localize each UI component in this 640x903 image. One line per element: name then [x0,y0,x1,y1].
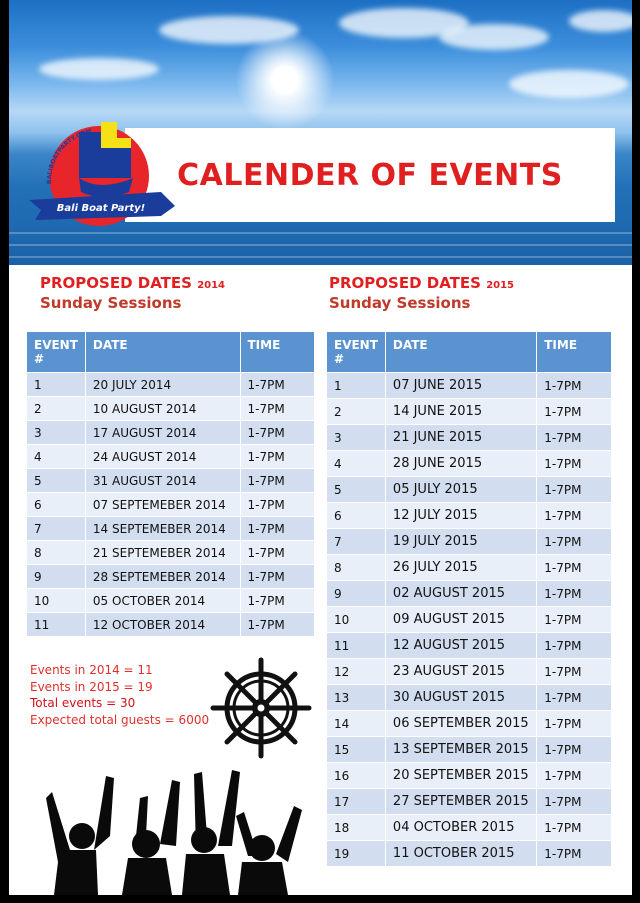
event-time: 1-7PM [240,589,315,613]
heading-2014 [40,274,225,312]
wave-line [9,256,632,258]
heading-2015 [329,274,514,312]
subheading-2015: Sunday Sessions [329,294,471,312]
heading-2015-year: 2015 [486,280,515,291]
event-date: 26 JULY 2015 [385,555,536,581]
logo-ribbon-text: Bali Boat Party! [56,203,146,214]
event-date: 05 OCTOBER 2014 [85,589,240,613]
event-time: 1-7PM [240,397,315,421]
table-row [327,425,612,451]
event-number: 6 [27,493,86,517]
event-date: 27 SEPTEMBER 2015 [385,789,536,815]
table-row [27,493,315,517]
event-date: 21 SEPTEMEBER 2014 [85,541,240,565]
subheading-2014: Sunday Sessions [40,294,182,312]
event-date: 05 JULY 2015 [385,477,536,503]
event-number: 7 [327,529,386,555]
event-date: 12 JULY 2015 [385,503,536,529]
poster [9,0,632,895]
event-date: 23 AUGUST 2015 [385,659,536,685]
event-number: 10 [327,607,386,633]
event-number: 10 [27,589,86,613]
table-row [27,541,315,565]
table-row [327,841,612,867]
event-number: 3 [27,421,86,445]
table-row [327,763,612,789]
table-row [327,555,612,581]
event-time: 1-7PM [240,613,315,637]
event-time: 1-7PM [537,607,612,633]
table-row [27,589,315,613]
event-number: 13 [327,685,386,711]
event-time: 1-7PM [240,373,315,397]
table-row [327,659,612,685]
stat-line: Events in 2014 = 11 [30,663,153,677]
event-date: 20 SEPTEMBER 2015 [385,763,536,789]
event-time: 1-7PM [537,373,612,399]
page-title: CALENDER OF EVENTS [177,158,563,193]
table-row [27,373,315,397]
table-row [327,737,612,763]
table-row [327,685,612,711]
event-date: 02 AUGUST 2015 [385,581,536,607]
event-number: 4 [27,445,86,469]
event-number: 7 [27,517,86,541]
event-date: 21 JUNE 2015 [385,425,536,451]
table-row [327,503,612,529]
event-number: 8 [27,541,86,565]
event-time: 1-7PM [537,503,612,529]
event-date: 07 JUNE 2015 [385,373,536,399]
event-time: 1-7PM [537,841,612,867]
event-time: 1-7PM [240,517,315,541]
event-date: 14 SEPTEMEBER 2014 [85,517,240,541]
event-time: 1-7PM [537,477,612,503]
logo-arc-text: BALIBOATPARTY.COM [45,127,93,185]
table-row [27,421,315,445]
event-number: 9 [327,581,386,607]
col-date: DATE [85,332,240,373]
title-panel [125,128,615,222]
event-number: 18 [327,815,386,841]
ship-wheel-icon [209,656,313,760]
event-date: 17 AUGUST 2014 [85,421,240,445]
event-time: 1-7PM [537,659,612,685]
event-time: 1-7PM [537,399,612,425]
table-row [327,451,612,477]
event-number: 1 [327,373,386,399]
event-number: 14 [327,711,386,737]
event-time: 1-7PM [537,451,612,477]
event-time: 1-7PM [240,565,315,589]
table-row [27,517,315,541]
table-row [327,399,612,425]
heading-2014-label: PROPOSED DATES [40,274,192,292]
event-date: 30 AUGUST 2015 [385,685,536,711]
cloud [509,70,629,98]
stat-line: Expected total guests = 6000 [30,712,210,727]
event-number: 2 [327,399,386,425]
table-row [27,565,315,589]
table-row [327,373,612,399]
stat-line: Events in 2015 = 19 [30,679,153,694]
event-date: 10 AUGUST 2014 [85,397,240,421]
event-date: 13 SEPTEMBER 2015 [385,737,536,763]
cloud [439,24,549,50]
bali-boat-party-logo [21,112,181,228]
table-row [327,633,612,659]
event-date: 19 JULY 2015 [385,529,536,555]
table-row [27,397,315,421]
event-time: 1-7PM [537,815,612,841]
event-date: 06 SEPTEMBER 2015 [385,711,536,737]
event-date: 07 SEPTEMEBER 2014 [85,493,240,517]
table-row [327,529,612,555]
event-time: 1-7PM [537,763,612,789]
event-time: 1-7PM [537,737,612,763]
event-time: 1-7PM [537,529,612,555]
col-time: TIME [537,332,612,373]
event-number: 17 [327,789,386,815]
table-row [327,581,612,607]
cloud [569,10,632,32]
event-number: 1 [27,373,86,397]
event-time: 1-7PM [537,711,612,737]
col-date: DATE [385,332,536,373]
events-table-2015 [326,331,612,867]
event-number: 9 [27,565,86,589]
event-time: 1-7PM [240,421,315,445]
event-number: 4 [327,451,386,477]
table-row [327,789,612,815]
event-number: 11 [27,613,86,637]
heading-2014-year: 2014 [197,280,226,291]
table-row [27,445,315,469]
stat-line: Total events = 30 [30,696,136,710]
event-date: 09 AUGUST 2015 [385,607,536,633]
event-date: 11 OCTOBER 2015 [385,841,536,867]
event-date: 12 AUGUST 2015 [385,633,536,659]
event-time: 1-7PM [240,541,315,565]
event-number: 11 [327,633,386,659]
event-date: 31 AUGUST 2014 [85,469,240,493]
event-stats [30,662,209,728]
event-number: 3 [327,425,386,451]
col-time: TIME [240,332,315,373]
col-event: EVENT # [27,332,86,373]
event-time: 1-7PM [537,425,612,451]
event-time: 1-7PM [240,493,315,517]
event-date: 14 JUNE 2015 [385,399,536,425]
event-time: 1-7PM [537,633,612,659]
event-number: 6 [327,503,386,529]
event-time: 1-7PM [537,789,612,815]
table-row [327,477,612,503]
event-time: 1-7PM [537,685,612,711]
event-time: 1-7PM [240,469,315,493]
sun [235,30,335,130]
event-number: 8 [327,555,386,581]
event-number: 5 [327,477,386,503]
wave-line [9,244,632,246]
event-number: 5 [27,469,86,493]
event-date: 12 OCTOBER 2014 [85,613,240,637]
event-time: 1-7PM [240,445,315,469]
wave-line [9,232,632,234]
event-date: 24 AUGUST 2014 [85,445,240,469]
crowd-silhouette [36,766,306,895]
event-number: 16 [327,763,386,789]
event-number: 15 [327,737,386,763]
events-table-2014 [26,331,315,637]
table-row [327,607,612,633]
event-time: 1-7PM [537,555,612,581]
event-number: 2 [27,397,86,421]
event-date: 04 OCTOBER 2015 [385,815,536,841]
event-time: 1-7PM [537,581,612,607]
table-row [327,711,612,737]
event-number: 12 [327,659,386,685]
cloud [39,58,159,80]
event-date: 28 SEPTEMEBER 2014 [85,565,240,589]
event-date: 20 JULY 2014 [85,373,240,397]
event-date: 28 JUNE 2015 [385,451,536,477]
table-row [27,469,315,493]
table-row [327,815,612,841]
col-event: EVENT # [327,332,386,373]
heading-2015-label: PROPOSED DATES [329,274,481,292]
table-row [27,613,315,637]
event-number: 19 [327,841,386,867]
